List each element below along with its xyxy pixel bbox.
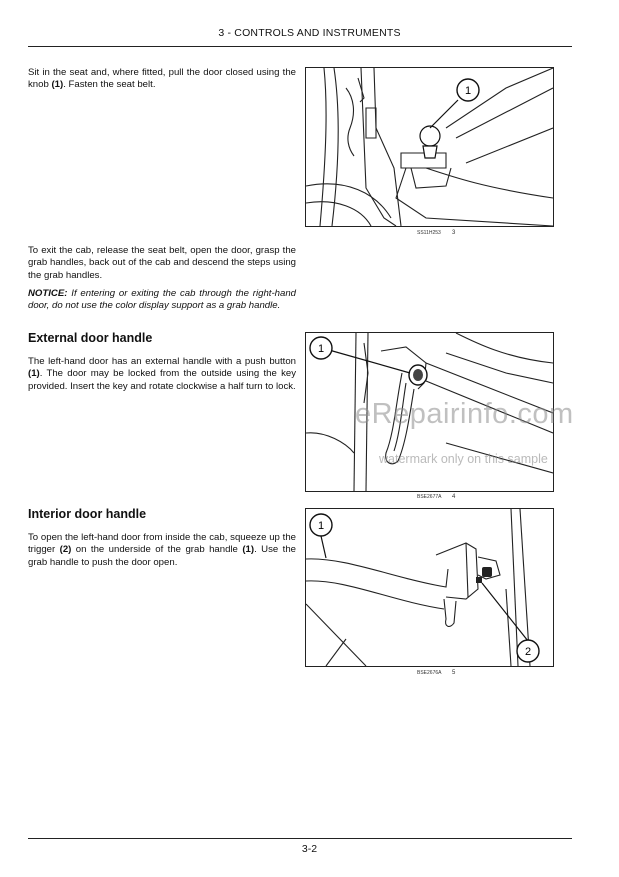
external-text-a: The left-hand door has an external handle with a push button xyxy=(28,356,296,367)
interior-ref-handle: (1) xyxy=(242,544,255,556)
interior-text-a: To open the left-hand door from inside the cab, squeeze up the trigger xyxy=(28,532,296,556)
notice-paragraph xyxy=(28,288,296,313)
figure-5-code: BSE2676A xyxy=(417,670,442,676)
page-header: 3 - CONTROLS AND INSTRUMENTS xyxy=(218,27,401,39)
page-number: 3-2 xyxy=(301,843,318,855)
footer-rule xyxy=(28,838,572,839)
header-rule xyxy=(28,46,572,47)
interior-text-b: on the underside of the grab handle xyxy=(71,544,243,556)
watermark-site: eRepairinfo.com xyxy=(355,398,574,430)
figure-5 xyxy=(305,508,554,667)
figure-3-callout-1-label: 1 xyxy=(464,85,472,97)
figure-3-illustration xyxy=(306,68,553,226)
interior-ref-trigger: (2) xyxy=(59,544,72,556)
figure-4-callout-1-label: 1 xyxy=(317,343,325,355)
figure-5-callout-1-label: 1 xyxy=(317,520,325,532)
external-text-b: . The door may be locked from the outside using the key provided. Insert the key and rotate clockwise a half turn to lock. xyxy=(28,368,296,392)
exit-paragraph: To exit the cab, release the seat belt, open the door, grasp the grab handles, back out of the cab and descend the steps using the grab handles. xyxy=(28,245,296,281)
intro-paragraph xyxy=(28,67,296,92)
figure-3 xyxy=(305,67,554,227)
intro-text-b: . Fasten the seat belt. xyxy=(63,79,156,91)
interior-paragraph xyxy=(28,532,296,569)
external-paragraph xyxy=(28,356,296,393)
intro-ref: (1) xyxy=(51,79,64,91)
figure-5-illustration xyxy=(306,509,553,666)
interior-door-heading: Interior door handle xyxy=(28,507,147,521)
notice-label: NOTICE: xyxy=(28,288,68,299)
external-door-heading: External door handle xyxy=(28,331,153,345)
figure-5-number: 5 xyxy=(452,670,456,676)
external-ref: (1) xyxy=(28,368,40,380)
interior-text-c: . Use the grab handle to push the door open. xyxy=(28,544,296,568)
figure-3-code: SS11H253 xyxy=(417,230,441,236)
figure-3-number: 3 xyxy=(452,230,456,236)
figure-4-number: 4 xyxy=(452,494,456,500)
figure-5-callout-2-label: 2 xyxy=(524,646,532,658)
notice-text: If entering or exiting the cab through the right-hand door, do not use the color display support as a grab handle. xyxy=(28,288,296,312)
intro-text-a: Sit in the seat and, where fitted, pull the door closed using the knob xyxy=(28,67,296,91)
figure-4-code: BSE2677A xyxy=(417,494,442,500)
watermark-notice: watermark only on this sample xyxy=(379,452,548,466)
